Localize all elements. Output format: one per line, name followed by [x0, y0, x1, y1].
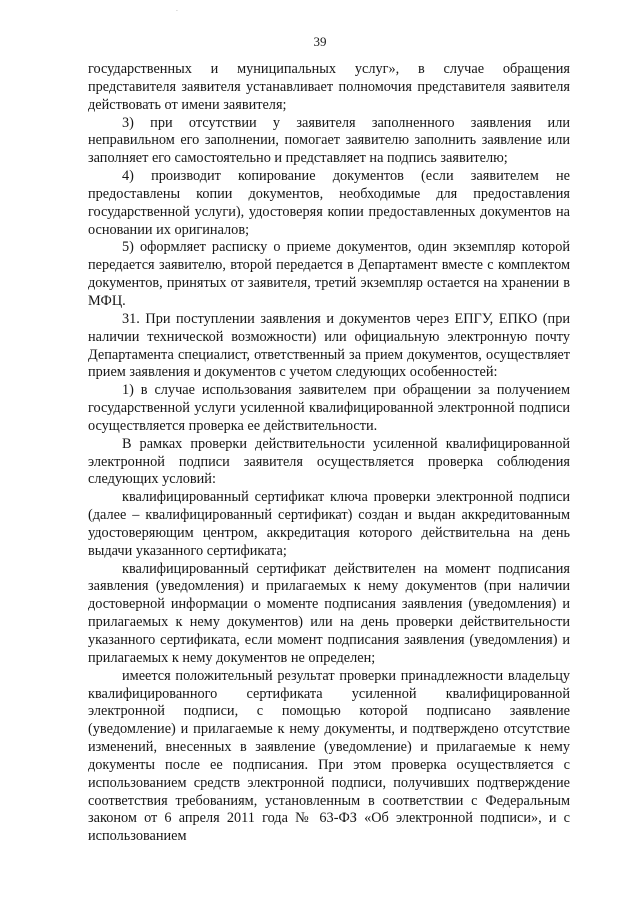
scan-artifact: · [176, 8, 178, 15]
condition-certificate-valid: квалифицированный сертификат действителен на момент подписания заявления (уведомления) и прилагаемых к нему документов (при наличии достоверной информации о моменте подписания заявления (уведомления) и прилагаемых к нему документов) или на день проверки действительности указанного сертификата, если момент подписания заявления (уведомления) и прилагаемых к нему документов не определен; [88, 560, 570, 666]
paragraph-31: 31. При поступлении заявления и документов через ЕПГУ, ЕПКО (при наличии технической возможности) или официальную электронную почту Департамента специалист, ответственный за прием документов, осуществляет прием заявления и документов с учетом следующих особенностей: [88, 310, 570, 381]
paragraph-continuation: государственных и муниципальных услуг», в случае обращения представителя заявителя устанавливает полномочия представителя заявителя действовать от имени заявителя; [88, 61, 570, 113]
document-body [88, 61, 570, 846]
paragraph-item-3: 3) при отсутствии у заявителя заполненного заявления или неправильном его заполнении, помогает заявителю заполнить заявление или заполняет его самостоятельно и представляет на подпись заявителю; [88, 114, 570, 167]
condition-positive-result: имеется положительный результат проверки принадлежности владельцу квалифицированного сертификата усиленной квалифицированной электронной подписи, с помощью которой подписано заявление (уведомление) и прилагаемые к нему документы, и подтверждено отсутствие изменений, внесенных в заявление (уведомление) и прилагаемые к нему документы после ее подписания. При этом проверка осуществляется с использованием средств электронной подписи, получивших подтверждение соответствия требованиям, установленным в соответствии с Федеральным законом от 6 апреля 2011 года № 63-ФЗ «Об электронной подписи», и с использованием [88, 667, 570, 845]
paragraph-verification-scope: В рамках проверки действительности усиленной квалифицированной электронной подписи заявителя осуществляется проверка соблюдения следующих условий: [88, 435, 570, 488]
condition-certificate-issued: квалифицированный сертификат ключа проверки электронной подписи (далее – квалифицированный сертификат) создан и выдан аккредитованным удостоверяющим центром, аккредитация которого действительна на день выдачи указанного сертификата; [88, 489, 570, 559]
paragraph-item-5: 5) оформляет расписку о приеме документов, один экземпляр которой передается заявителю, второй передается в Департамент вместе с комплектом документов, принятых от заявителя, третий экземпляр остается на хранении в МФЦ. [88, 239, 570, 309]
paragraph-31-item-1: 1) в случае использования заявителем при обращении за получением государственной услуги усиленной квалифицированной электронной подписи осуществляется проверка ее действительности. [88, 382, 570, 434]
paragraph-item-4: 4) производит копирование документов (если заявителем не предоставлены копии документов, необходимые для предоставления государственной услуги), удостоверяя копии предоставленных документов на основании их оригиналов; [88, 168, 570, 238]
page-number: 39 [313, 34, 327, 49]
